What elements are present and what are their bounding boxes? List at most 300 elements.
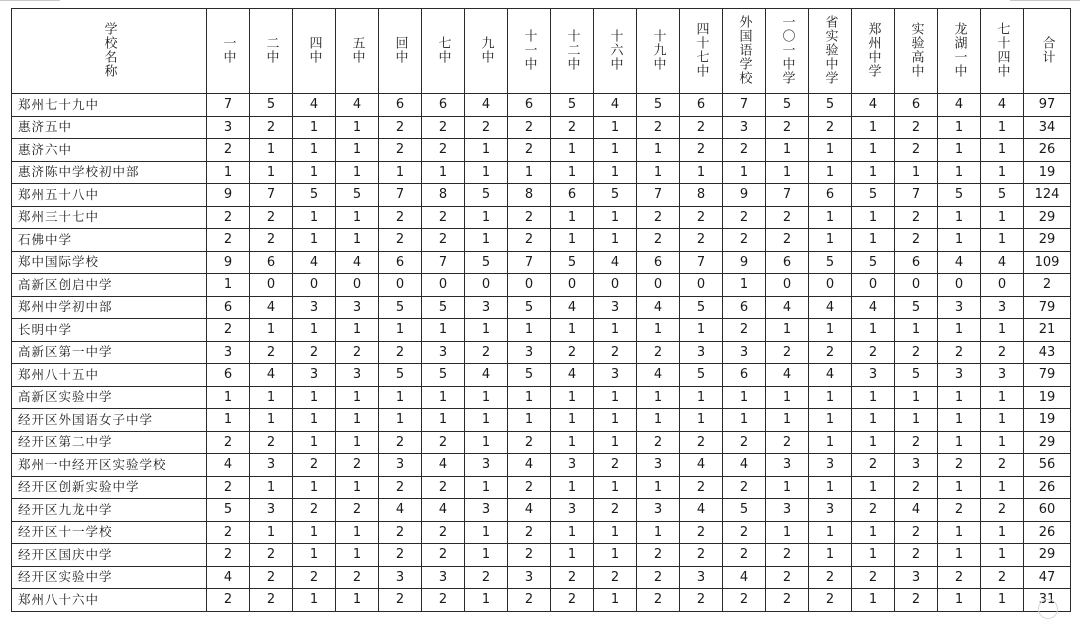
total-header: 合计 (1024, 9, 1071, 94)
quota-cell: 1 (680, 319, 723, 342)
quota-cell: 3 (981, 364, 1024, 387)
quota-cell: 2 (723, 206, 766, 229)
quota-cell: 1 (551, 319, 594, 342)
table-row (12, 544, 1071, 567)
total-cell: 124 (1024, 184, 1071, 207)
quota-cell: 4 (250, 364, 293, 387)
quota-cell: 2 (379, 476, 422, 499)
quota-cell: 1 (809, 206, 852, 229)
quota-cell: 5 (551, 251, 594, 274)
quota-cell: 4 (379, 499, 422, 522)
quota-cell: 1 (250, 319, 293, 342)
column-header: 十一中 (508, 9, 551, 94)
watermark-circle (1038, 599, 1058, 619)
school-name-cell: 郑中国际学校 (12, 251, 207, 274)
quota-cell: 2 (422, 431, 465, 454)
quota-cell: 1 (465, 521, 508, 544)
quota-cell: 1 (981, 206, 1024, 229)
quota-cell: 2 (551, 589, 594, 612)
quota-cell: 1 (250, 139, 293, 162)
quota-cell: 3 (336, 296, 379, 319)
quota-cell: 4 (465, 94, 508, 117)
quota-cell: 5 (379, 364, 422, 387)
total-cell: 2 (1024, 274, 1071, 297)
table-row (12, 589, 1071, 612)
total-cell: 56 (1024, 454, 1071, 477)
quota-cell: 1 (852, 476, 895, 499)
quota-cell: 1 (465, 319, 508, 342)
quota-cell: 3 (207, 116, 250, 139)
column-header: 一〇一中学 (766, 9, 809, 94)
school-name-cell: 经开区创新实验中学 (12, 476, 207, 499)
table-row (12, 139, 1071, 162)
quota-cell: 2 (766, 589, 809, 612)
quota-cell: 2 (637, 116, 680, 139)
quota-cell: 2 (723, 589, 766, 612)
quota-cell: 2 (207, 229, 250, 252)
quota-cell: 0 (250, 274, 293, 297)
quota-cell: 2 (379, 544, 422, 567)
quota-cell: 1 (336, 161, 379, 184)
quota-cell: 1 (594, 229, 637, 252)
quota-cell: 1 (336, 544, 379, 567)
quota-cell: 1 (938, 116, 981, 139)
quota-cell: 1 (465, 476, 508, 499)
quota-cell: 2 (379, 521, 422, 544)
quota-cell: 1 (637, 139, 680, 162)
quota-cell: 2 (895, 116, 938, 139)
quota-cell: 4 (594, 251, 637, 274)
quota-cell: 1 (809, 521, 852, 544)
quota-cell: 6 (207, 364, 250, 387)
quota-cell: 1 (981, 229, 1024, 252)
quota-cell: 1 (809, 386, 852, 409)
quota-cell: 1 (594, 206, 637, 229)
table-row (12, 116, 1071, 139)
quota-cell: 1 (938, 409, 981, 432)
quota-cell: 2 (379, 229, 422, 252)
quota-cell: 2 (293, 566, 336, 589)
column-header: 龙湖一中 (938, 9, 981, 94)
quota-cell: 2 (336, 499, 379, 522)
quota-cell: 2 (852, 341, 895, 364)
quota-cell: 2 (293, 499, 336, 522)
quota-cell: 1 (293, 206, 336, 229)
quota-cell: 5 (852, 184, 895, 207)
quota-cell: 1 (250, 409, 293, 432)
column-header: 四中 (293, 9, 336, 94)
quota-cell: 4 (336, 251, 379, 274)
quota-cell: 5 (938, 184, 981, 207)
quota-cell: 1 (551, 409, 594, 432)
total-cell: 29 (1024, 544, 1071, 567)
quota-cell: 1 (637, 161, 680, 184)
quota-cell: 7 (379, 184, 422, 207)
quota-cell: 3 (809, 499, 852, 522)
quota-cell: 2 (551, 116, 594, 139)
quota-cell: 2 (207, 521, 250, 544)
quota-cell: 1 (293, 589, 336, 612)
quota-cell: 2 (723, 521, 766, 544)
total-cell: 19 (1024, 161, 1071, 184)
quota-cell: 1 (379, 386, 422, 409)
quota-cell: 5 (465, 184, 508, 207)
quota-cell: 1 (465, 544, 508, 567)
quota-cell: 3 (422, 566, 465, 589)
quota-cell: 1 (250, 386, 293, 409)
school-name-cell: 惠济五中 (12, 116, 207, 139)
quota-cell: 6 (723, 364, 766, 387)
total-cell: 19 (1024, 409, 1071, 432)
quota-cell: 1 (981, 409, 1024, 432)
quota-cell: 1 (852, 139, 895, 162)
quota-cell: 3 (336, 364, 379, 387)
quota-cell: 3 (895, 454, 938, 477)
quota-cell: 0 (809, 274, 852, 297)
quota-cell: 0 (336, 274, 379, 297)
quota-cell: 2 (809, 566, 852, 589)
school-name-cell: 郑州三十七中 (12, 206, 207, 229)
quota-cell: 1 (981, 386, 1024, 409)
quota-cell: 2 (938, 454, 981, 477)
quota-cell: 2 (379, 341, 422, 364)
column-header: 十九中 (637, 9, 680, 94)
quota-cell: 4 (680, 454, 723, 477)
quota-cell: 1 (207, 409, 250, 432)
quota-cell: 2 (723, 139, 766, 162)
quota-cell: 3 (465, 499, 508, 522)
quota-cell: 2 (508, 431, 551, 454)
quota-cell: 2 (594, 341, 637, 364)
quota-cell: 4 (637, 364, 680, 387)
table-row (12, 499, 1071, 522)
quota-cell: 2 (207, 139, 250, 162)
column-header: 七中 (422, 9, 465, 94)
quota-cell: 1 (637, 409, 680, 432)
quota-cell: 1 (852, 206, 895, 229)
quota-cell: 6 (551, 184, 594, 207)
quota-cell: 3 (895, 566, 938, 589)
quota-cell: 1 (723, 161, 766, 184)
quota-cell: 1 (594, 589, 637, 612)
quota-cell: 3 (723, 116, 766, 139)
quota-cell: 1 (293, 229, 336, 252)
school-name-cell: 石佛中学 (12, 229, 207, 252)
quota-cell: 2 (594, 566, 637, 589)
quota-cell: 2 (766, 566, 809, 589)
quota-cell: 2 (895, 544, 938, 567)
quota-cell: 1 (465, 206, 508, 229)
quota-cell: 2 (981, 454, 1024, 477)
quota-cell: 2 (895, 521, 938, 544)
quota-cell: 2 (508, 476, 551, 499)
quota-cell: 2 (594, 454, 637, 477)
quota-cell: 5 (852, 251, 895, 274)
school-name-cell: 经开区外国语女子中学 (12, 409, 207, 432)
quota-cell: 1 (250, 521, 293, 544)
quota-cell: 1 (938, 319, 981, 342)
quota-cell: 4 (207, 454, 250, 477)
quota-cell: 3 (379, 454, 422, 477)
school-name-cell: 郑州七十九中 (12, 94, 207, 117)
quota-cell: 1 (938, 386, 981, 409)
quota-cell: 1 (594, 521, 637, 544)
quota-cell: 5 (207, 499, 250, 522)
quota-cell: 4 (551, 364, 594, 387)
quota-cell: 1 (723, 274, 766, 297)
quota-cell: 2 (293, 454, 336, 477)
quota-cell: 5 (508, 296, 551, 319)
quota-cell: 2 (465, 566, 508, 589)
quota-cell: 2 (680, 116, 723, 139)
quota-cell: 1 (981, 431, 1024, 454)
column-header: 七十四中 (981, 9, 1024, 94)
quota-cell: 1 (938, 431, 981, 454)
quota-cell: 2 (422, 589, 465, 612)
total-cell: 79 (1024, 296, 1071, 319)
quota-cell: 2 (938, 566, 981, 589)
quota-cell: 1 (809, 476, 852, 499)
quota-cell: 3 (293, 296, 336, 319)
school-name-cell: 高新区创启中学 (12, 274, 207, 297)
quota-cell: 1 (465, 431, 508, 454)
quota-cell: 1 (895, 319, 938, 342)
table-row (12, 476, 1071, 499)
quota-cell: 3 (938, 296, 981, 319)
quota-cell: 0 (981, 274, 1024, 297)
quota-cell: 2 (422, 116, 465, 139)
quota-cell: 4 (809, 364, 852, 387)
quota-cell: 1 (207, 161, 250, 184)
quota-cell: 1 (809, 431, 852, 454)
quota-cell: 1 (938, 206, 981, 229)
quota-cell: 1 (852, 409, 895, 432)
quota-cell: 1 (293, 431, 336, 454)
quota-cell: 7 (680, 251, 723, 274)
quota-cell: 1 (379, 161, 422, 184)
quota-cell: 9 (207, 251, 250, 274)
quota-cell: 1 (551, 161, 594, 184)
quota-cell: 2 (680, 521, 723, 544)
quota-cell: 8 (508, 184, 551, 207)
school-name-cell: 高新区第一中学 (12, 341, 207, 364)
quota-cell: 1 (594, 476, 637, 499)
school-name-cell: 经开区第二中学 (12, 431, 207, 454)
quota-cell: 2 (680, 139, 723, 162)
quota-cell: 2 (766, 544, 809, 567)
quota-cell: 4 (809, 296, 852, 319)
quota-cell: 2 (250, 544, 293, 567)
school-name-cell: 郑州一中经开区实验学校 (12, 454, 207, 477)
quota-cell: 3 (508, 566, 551, 589)
quota-cell: 4 (465, 364, 508, 387)
quota-cell: 1 (594, 386, 637, 409)
quota-cell: 2 (637, 206, 680, 229)
quota-cell: 2 (680, 589, 723, 612)
quota-cell: 4 (766, 364, 809, 387)
school-name-cell: 长明中学 (12, 319, 207, 342)
table-row (12, 364, 1071, 387)
table-row (12, 184, 1071, 207)
quota-cell: 1 (379, 409, 422, 432)
quota-cell: 2 (422, 544, 465, 567)
quota-cell: 1 (594, 409, 637, 432)
quota-cell: 2 (809, 341, 852, 364)
quota-cell: 1 (981, 116, 1024, 139)
quota-cell: 1 (336, 229, 379, 252)
quota-cell: 3 (207, 341, 250, 364)
quota-cell: 1 (766, 139, 809, 162)
quota-cell: 1 (250, 476, 293, 499)
quota-cell: 4 (766, 296, 809, 319)
school-name-cell: 惠济陈中学校初中部 (12, 161, 207, 184)
quota-cell: 2 (680, 544, 723, 567)
quota-cell: 1 (766, 319, 809, 342)
total-cell: 31 (1024, 589, 1071, 612)
quota-cell: 1 (938, 476, 981, 499)
top-rule (0, 0, 1080, 3)
quota-cell: 2 (637, 431, 680, 454)
quota-cell: 7 (895, 184, 938, 207)
quota-cell: 7 (207, 94, 250, 117)
quota-cell: 2 (680, 229, 723, 252)
quota-cell: 2 (422, 206, 465, 229)
quota-cell: 2 (723, 229, 766, 252)
quota-cell: 4 (293, 251, 336, 274)
quota-cell: 1 (336, 476, 379, 499)
quota-cell: 0 (465, 274, 508, 297)
quota-cell: 2 (422, 229, 465, 252)
column-header: 五中 (336, 9, 379, 94)
quota-cell: 1 (852, 544, 895, 567)
quota-cell: 2 (637, 341, 680, 364)
school-name-cell: 经开区国庆中学 (12, 544, 207, 567)
quota-cell: 5 (379, 296, 422, 319)
total-cell: 79 (1024, 364, 1071, 387)
quota-cell: 1 (551, 544, 594, 567)
quota-cell: 6 (766, 251, 809, 274)
quota-cell: 1 (551, 476, 594, 499)
quota-cell: 1 (594, 431, 637, 454)
quota-cell: 2 (508, 589, 551, 612)
total-cell: 29 (1024, 206, 1071, 229)
quota-cell: 2 (551, 566, 594, 589)
quota-cell: 2 (508, 229, 551, 252)
quota-cell: 2 (508, 206, 551, 229)
quota-cell: 2 (336, 566, 379, 589)
quota-cell: 2 (508, 521, 551, 544)
quota-cell: 2 (895, 476, 938, 499)
quota-cell: 1 (852, 589, 895, 612)
quota-cell: 1 (766, 161, 809, 184)
school-name-cell: 郑州八十六中 (12, 589, 207, 612)
quota-cell: 1 (422, 319, 465, 342)
quota-cell: 1 (723, 409, 766, 432)
quota-cell: 1 (981, 544, 1024, 567)
quota-cell: 1 (250, 161, 293, 184)
quota-cell: 3 (422, 341, 465, 364)
quota-cell: 1 (422, 409, 465, 432)
quota-cell: 4 (508, 499, 551, 522)
quota-cell: 4 (508, 454, 551, 477)
quota-cell: 1 (766, 386, 809, 409)
quota-cell: 2 (594, 499, 637, 522)
quota-cell: 2 (465, 341, 508, 364)
table-row (12, 274, 1071, 297)
quota-cell: 3 (723, 341, 766, 364)
quota-cell: 2 (207, 431, 250, 454)
quota-cell: 6 (250, 251, 293, 274)
quota-cell: 1 (508, 319, 551, 342)
quota-cell: 2 (637, 229, 680, 252)
table-row (12, 566, 1071, 589)
quota-cell: 0 (637, 274, 680, 297)
quota-cell: 3 (852, 364, 895, 387)
quota-cell: 1 (852, 319, 895, 342)
quota-cell: 3 (981, 296, 1024, 319)
quota-cell: 3 (594, 364, 637, 387)
quota-cell: 1 (465, 409, 508, 432)
quota-cell: 1 (293, 116, 336, 139)
quota-cell: 1 (336, 589, 379, 612)
quota-cell: 2 (938, 341, 981, 364)
quota-cell: 2 (422, 139, 465, 162)
quota-cell: 0 (938, 274, 981, 297)
quota-cell: 1 (465, 229, 508, 252)
quota-cell: 2 (508, 544, 551, 567)
quota-cell: 2 (336, 454, 379, 477)
quota-cell: 2 (809, 116, 852, 139)
column-header: 四十七中 (680, 9, 723, 94)
total-cell: 43 (1024, 341, 1071, 364)
quota-cell: 5 (723, 499, 766, 522)
quota-cell: 3 (250, 454, 293, 477)
column-header: 二中 (250, 9, 293, 94)
quota-cell: 0 (852, 274, 895, 297)
quota-cell: 2 (207, 206, 250, 229)
quota-cell: 3 (680, 341, 723, 364)
quota-cell: 2 (250, 566, 293, 589)
quota-cell: 4 (422, 454, 465, 477)
quota-cell: 2 (293, 341, 336, 364)
quota-cell: 4 (895, 499, 938, 522)
quota-cell: 1 (336, 386, 379, 409)
quota-cell: 5 (594, 184, 637, 207)
quota-cell: 2 (766, 116, 809, 139)
quota-cell: 4 (293, 94, 336, 117)
quota-cell: 1 (336, 116, 379, 139)
quota-cell: 0 (594, 274, 637, 297)
quota-cell: 5 (293, 184, 336, 207)
quota-cell: 1 (895, 386, 938, 409)
quota-cell: 5 (895, 296, 938, 319)
quota-cell: 3 (465, 296, 508, 319)
table-row (12, 386, 1071, 409)
quota-cell: 1 (680, 409, 723, 432)
quota-cell: 1 (938, 229, 981, 252)
table-row (12, 521, 1071, 544)
quota-cell: 2 (379, 589, 422, 612)
quota-cell: 5 (422, 364, 465, 387)
quota-cell: 2 (852, 499, 895, 522)
column-header: 九中 (465, 9, 508, 94)
quota-table (11, 8, 1071, 612)
quota-cell: 1 (207, 386, 250, 409)
quota-cell: 2 (637, 566, 680, 589)
quota-cell: 3 (680, 566, 723, 589)
quota-cell: 1 (766, 476, 809, 499)
school-name-cell: 经开区十一学校 (12, 521, 207, 544)
